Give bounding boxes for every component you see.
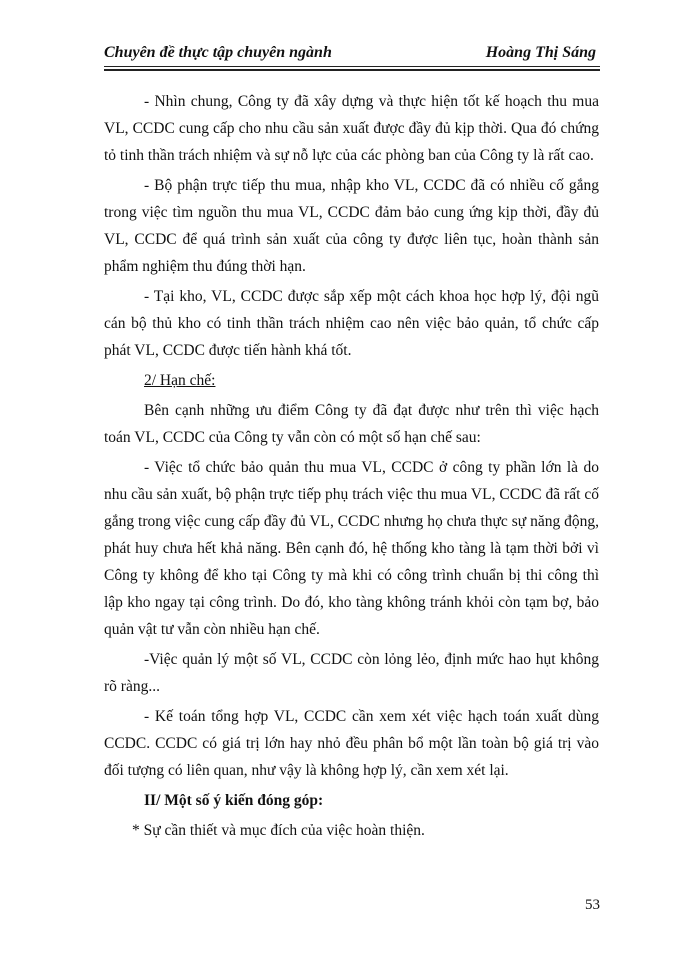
page-number: 53 [585, 897, 600, 913]
header-document-title: Chuyên đề thực tập chuyên ngành [104, 44, 332, 61]
page-header [104, 44, 600, 64]
header-rule-thin [104, 66, 600, 67]
paragraph: - Nhìn chung, Công ty đã xây dựng và thực hiện tốt kế hoạch thu mua VL, CCDC cung cấp cho nhu cầu sản xuất được đầy đủ kịp thời. Qua đó chứng tỏ tinh thần trách nhiệm và sự nỗ lực của các phòng ban của Công ty là rất cao. [104, 93, 599, 164]
header-rule-thick [104, 69, 600, 71]
bullet-line: * Sự cần thiết và mục đích của việc hoàn thiện. [132, 822, 425, 839]
paragraph: - Việc tổ chức bảo quản thu mua VL, CCDC ở công ty phần lớn là do nhu cầu sản xuất, bộ phận trực tiếp phụ trách việc thu mua VL, CCDC đã rất cố gắng trong việc cung cấp đầy đủ VL, CCDC nhưng họ chưa thực sự năng động, phát huy chưa hết khả năng. Bên cạnh đó, hệ thống kho tàng là tạm thời bởi vì Công ty không để kho tại Công ty mà khi có công trình chuẩn bị thi công thì lập kho ngay tại công trình. Do đó, kho tàng không tránh khỏi còn tạm bợ, bảo quản vật tư vẫn còn nhiều hạn chế. [104, 459, 599, 638]
header-author-name: Hoàng Thị Sáng [485, 44, 596, 61]
paragraph: - Kế toán tổng hợp VL, CCDC cần xem xét việc hạch toán xuất dùng CCDC. CCDC có giá trị lớn hay nhỏ đều phân bổ một lần toàn bộ giá trị vào đối tượng có liên quan, như vậy là không hợp lý, cần xem xét lại. [104, 708, 599, 779]
paragraph: -Việc quản lý một số VL, CCDC còn lỏng lẻo, định mức hao hụt không rõ ràng... [104, 651, 599, 695]
paragraph: - Bộ phận trực tiếp thu mua, nhập kho VL, CCDC đã có nhiều cố gắng trong việc tìm nguồn thu mua VL, CCDC đảm bảo cung ứng kịp thời, đầy đủ VL, CCDC để quá trình sản xuất của công ty được liên tục, hoàn thành sản phẩm nghiệm thu đúng thời hạn. [104, 177, 599, 275]
section-heading: II/ Một số ý kiến đóng góp: [144, 792, 324, 809]
document-body [104, 88, 599, 847]
paragraph: Bên cạnh những ưu điểm Công ty đã đạt được như trên thì việc hạch toán VL, CCDC của Công ty vẫn còn có một số hạn chế sau: [104, 402, 599, 446]
subheading-limitations: 2/ Hạn chế: [144, 372, 216, 389]
paragraph: - Tại kho, VL, CCDC được sắp xếp một cách khoa học hợp lý, đội ngũ cán bộ thủ kho có tinh thần trách nhiệm cao nên việc bảo quản, tổ chức cấp phát VL, CCDC được tiến hành khá tốt. [104, 288, 599, 359]
